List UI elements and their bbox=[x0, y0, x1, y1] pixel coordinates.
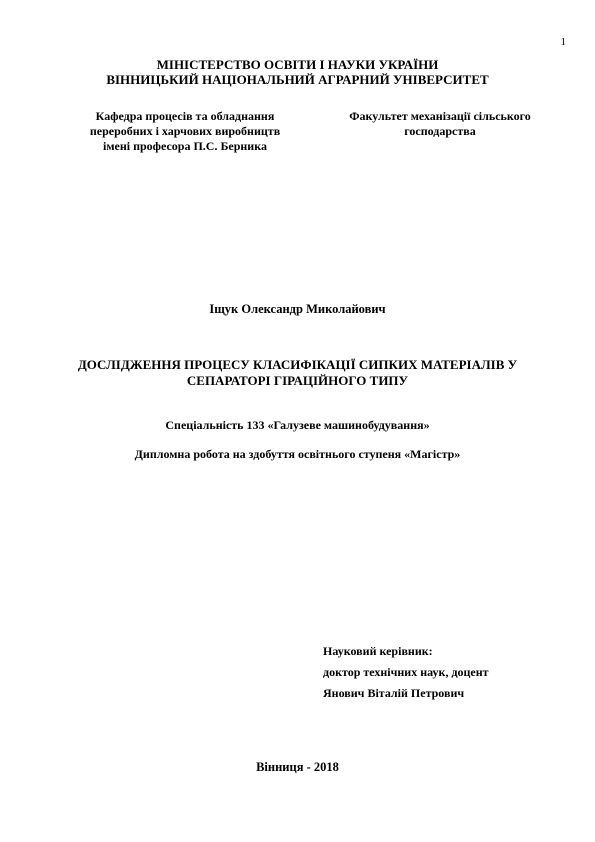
supervisor-title: доктор технічних наук, доцент bbox=[323, 665, 489, 679]
specialty: Спеціальність 133 «Галузеве машинобудування» bbox=[165, 418, 430, 432]
faculty-line-2: господарства bbox=[404, 124, 476, 138]
supervisor-role: Науковий керівник: bbox=[323, 644, 433, 658]
department-block bbox=[55, 109, 315, 154]
city-year: Вінниця - 2018 bbox=[256, 760, 339, 774]
thesis-title bbox=[40, 357, 555, 389]
page-number: 1 bbox=[560, 36, 566, 48]
thesis-title-line-1: ДОСЛІДЖЕННЯ ПРОЦЕСУ КЛАСИФІКАЦІЇ СИПКИХ МАТЕРІАЛІВ У bbox=[77, 357, 518, 372]
department-line-2: переробних і харчових виробництв bbox=[89, 124, 281, 138]
thesis-title-line-2: СЕПАРАТОРІ ГІРАЦІЙНОГО ТИПУ bbox=[186, 373, 409, 388]
supervisor-name: Янович Віталій Петрович bbox=[323, 686, 465, 700]
supervisor-block bbox=[323, 641, 573, 704]
university-name: ВІННИЦЬКИЙ НАЦІОНАЛЬНИЙ АГРАРНИЙ УНІВЕРСИТЕТ bbox=[106, 72, 489, 87]
ministry-name: МІНІСТЕРСТВО ОСВІТИ І НАУКИ УКРАЇНИ bbox=[156, 57, 439, 72]
faculty-line-1: Факультет механізації сільського bbox=[349, 109, 531, 123]
department-line-1: Кафедра процесів та обладнання bbox=[95, 109, 275, 123]
degree: Дипломна робота на здобуття освітнього ступеня «Магістр» bbox=[134, 447, 461, 461]
faculty-block bbox=[320, 109, 560, 139]
department-line-3: імені професора П.С. Берника bbox=[103, 139, 267, 153]
author-name: Іщук Олександр Миколайович bbox=[209, 302, 386, 316]
institution-header bbox=[0, 57, 595, 87]
